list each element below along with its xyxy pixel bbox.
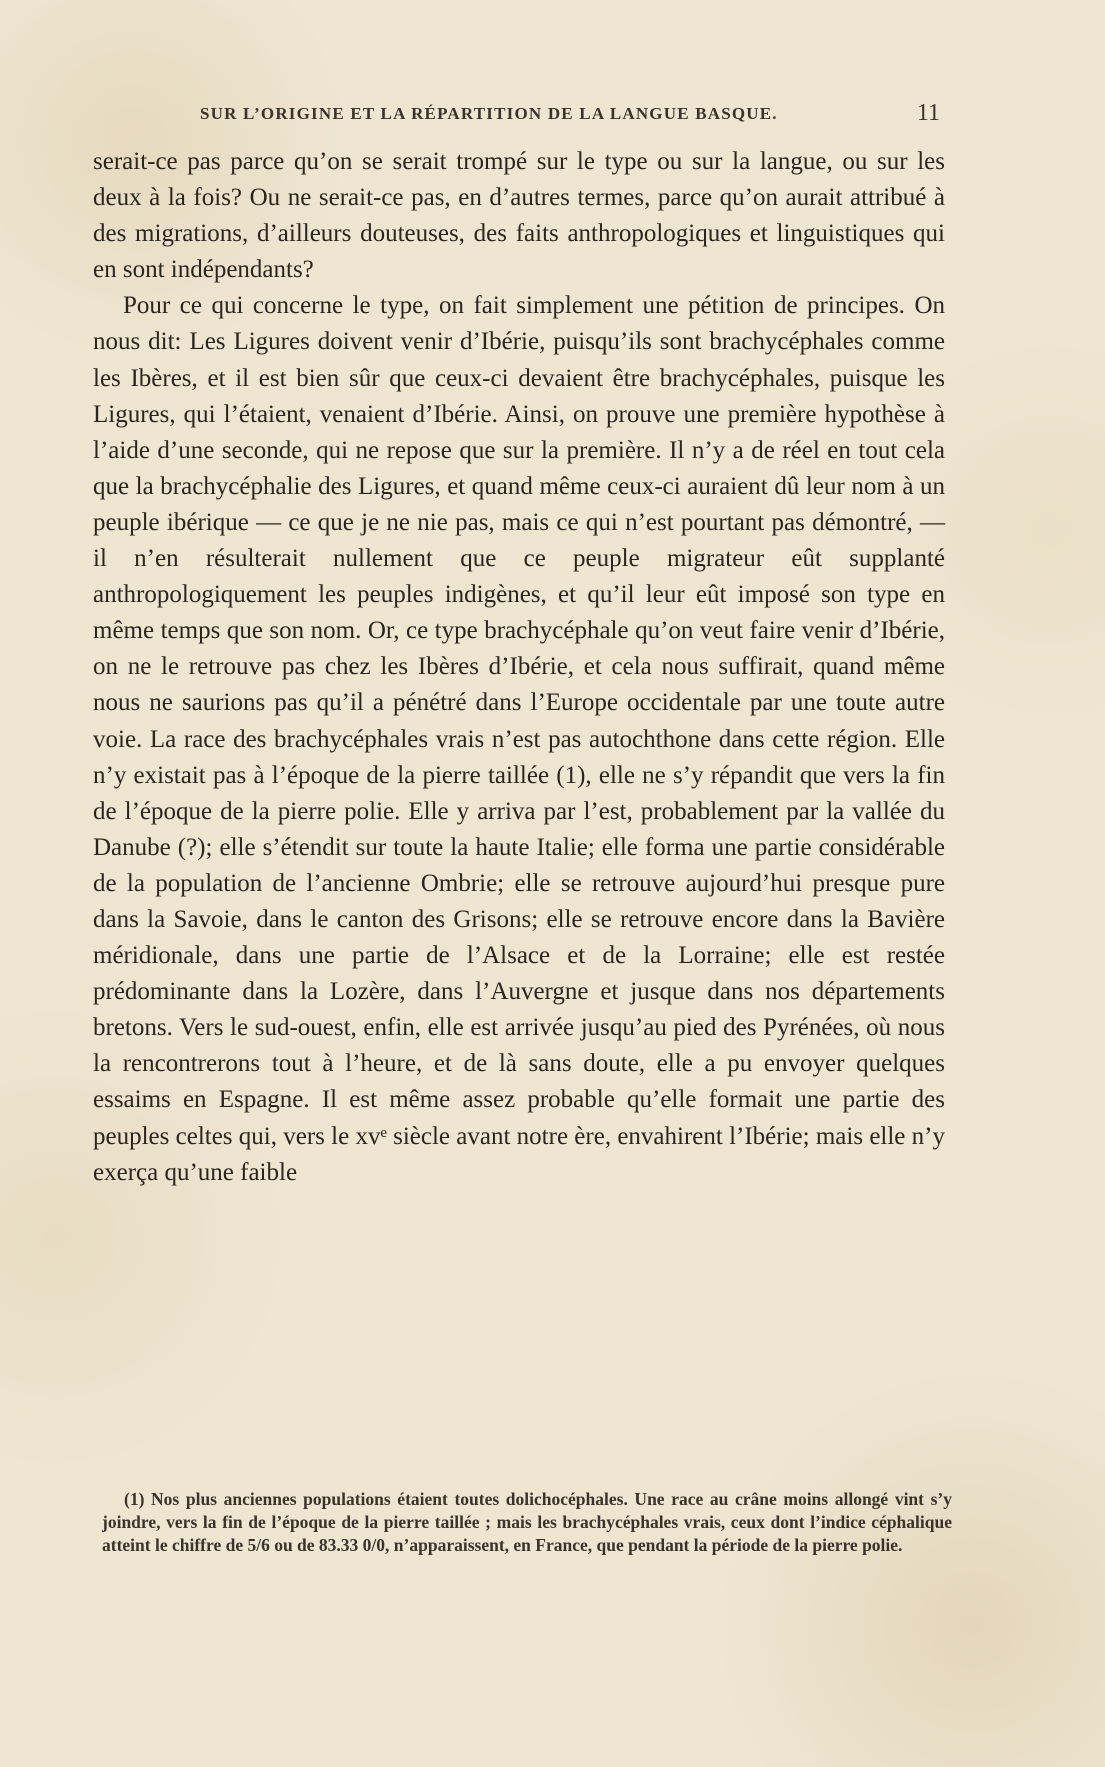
footnote: (1) Nos plus anciennes populations étaient toutes dolichocéphales. Une race au crâne moins allongé vint s’y joindre, vers la fin de l’époque de la pierre taillée ; mais les brachycéphales vrais, ceux dont l’indice céphalique atteint le chiffre de 5/6 ou de 83.33 0/0, n’apparaissent, en France, que pendant la période de la pierre polie. (102, 1489, 952, 1555)
paragraph-continued: serait-ce pas parce qu’on se serait trompé sur le type ou sur la langue, ou sur les deux à la fois? Ou ne serait-ce pas, en d’autres termes, parce qu’on aurait attribué à des migrations, d’ailleurs douteuses, des faits anthropologiques et linguistiques qui en sont indépendants? (93, 148, 945, 284)
paragraph: Pour ce qui concerne le type, on fait simplement une pétition de principes. On nous dit: Les Ligures doivent venir d’Ibérie, puisqu’ils sont brachycéphales comme les Ibères, et il est bien sûr que ceux-ci devaient être brachycéphales, puisque les Ligures, qui l’étaient, venaient d’Ibérie. Ainsi, on prouve une première hypothèse à l’aide d’une seconde, qui ne repose que sur la première. Il n’y a de réel en tout cela que la brachycéphalie des Ligures, et quand même ceux-ci auraient dû leur nom à un peuple ibérique — ce que je ne nie pas, mais ce qui n’est pourtant pas démontré, — il n’en résulterait nullement que ce peuple migrateur eût supplanté anthropologiquement les peuples indigènes, et qu’il leur eût imposé son type en même temps que son nom. Or, ce type brachycéphale qu’on veut faire venir d’Ibérie, on ne le retrouve pas chez les Ibères d’Ibérie, et cela nous suffirait, quand même nous ne saurions pas qu’il a pénétré dans l’Europe occidentale par une toute autre voie. La race des brachycéphales vrais n’est pas autochthone dans cette région. Elle n’y existait pas à l’époque de la pierre taillée (1), elle ne s’y répandit que vers la fin de l’époque de la pierre polie. Elle y arriva par l’est, probablement par la vallée du Danube (?); elle s’étendit sur toute la haute Italie; elle forma une partie considérable de la population de l’ancienne Ombrie; elle se retrouve aujourd’hui presque pure dans la Savoie, dans le canton des Grisons; elle se retrouve encore dans la Bavière méridionale, dans une partie de l’Alsace et de la Lorraine; elle est restée prédominante dans la Lozère, dans l’Auvergne et jusque dans nos départements bretons. Vers le sud-ouest, enfin, elle est arrivée jusqu’au pied des Pyrénées, où nous la rencontrerons tout à l’heure, et de là sans doute, elle a pu envoyer quelques essaims en Espagne. Il est même assez probable qu’elle formait une partie des peuples celtes qui, vers le xvᵉ siècle avant notre ère, envahirent l’Ibérie; mais elle n’y exerça qu’une faible (93, 292, 945, 1186)
page-header (200, 100, 940, 130)
footnotes (102, 1488, 952, 1557)
running-head: SUR L’ORIGINE ET LA RÉPARTITION DE LA LANGUE BASQUE. (200, 104, 778, 123)
page-number: 11 (916, 100, 940, 126)
main-text (93, 144, 945, 1191)
